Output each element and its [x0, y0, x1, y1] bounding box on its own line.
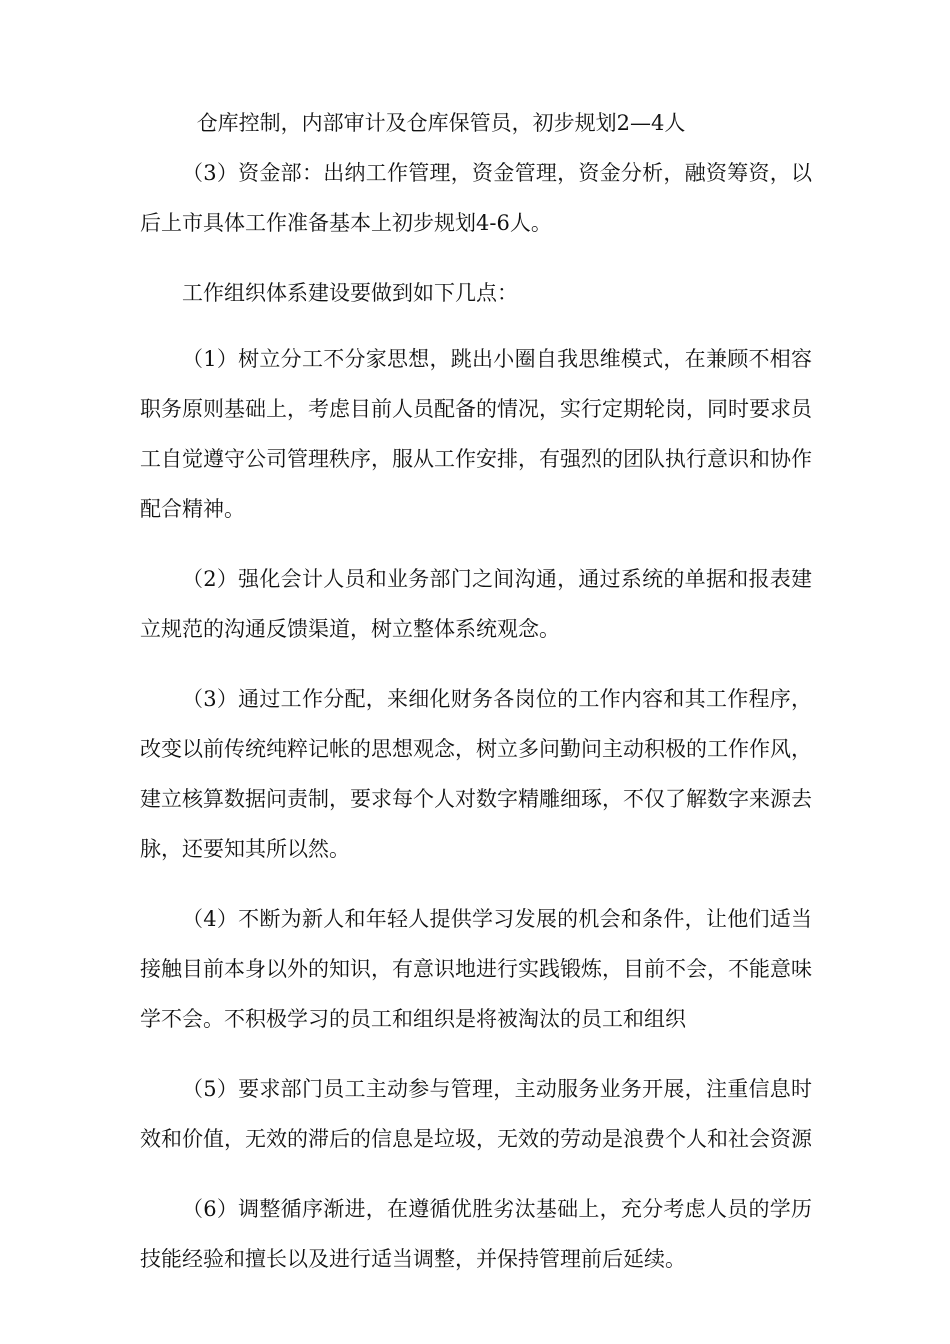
- paragraph-point-3: （3）通过工作分配，来细化财务各岗位的工作内容和其工作程序，改变以前传统纯粹记帐的思想观念，树立多问勤问主动积极的工作作风，建立核算数据问责制，要求每个人对数字精雕细琢，不仅了解数字来源去脉，还要知其所以然。: [140, 687, 812, 861]
- paragraph-point-4: （4）不断为新人和年轻人提供学习发展的机会和条件，让他们适当接触目前本身以外的知识，有意识地进行实践锻炼，目前不会，不能意味学不会。不积极学习的员工和组织是将被淘汰的员工和组织: [140, 907, 812, 1031]
- paragraph-warehouse-control: 仓库控制，内部审计及仓库保管员，初步规划2—4人: [196, 111, 686, 135]
- paragraph-funds-department: （3）资金部：出纳工作管理，资金管理，资金分析，融资筹资，以后上市具体工作准备基本上初步规划4-6人。: [140, 161, 812, 235]
- paragraph-point-5: （5）要求部门员工主动参与管理，主动服务业务开展，注重信息时效和价值，无效的滞后的信息是垃圾，无效的劳动是浪费个人和社会资源: [140, 1077, 812, 1151]
- document-body: [140, 98, 812, 1304]
- paragraph-organization-intro: 工作组织体系建设要做到如下几点：: [182, 281, 518, 305]
- paragraph-point-6: （6）调整循序渐进，在遵循优胜劣汰基础上，充分考虑人员的学历技能经验和擅长以及进行适当调整，并保持管理前后延续。: [140, 1197, 812, 1271]
- paragraph-point-1: （1）树立分工不分家思想，跳出小圈自我思维模式，在兼顾不相容职务原则基础上，考虑目前人员配备的情况，实行定期轮岗，同时要求员工自觉遵守公司管理秩序，服从工作安排，有强烈的团队执行意识和协作配合精神。: [140, 347, 812, 521]
- paragraph-point-2: （2）强化会计人员和业务部门之间沟通，通过系统的单据和报表建立规范的沟通反馈渠道，树立整体系统观念。: [140, 567, 812, 641]
